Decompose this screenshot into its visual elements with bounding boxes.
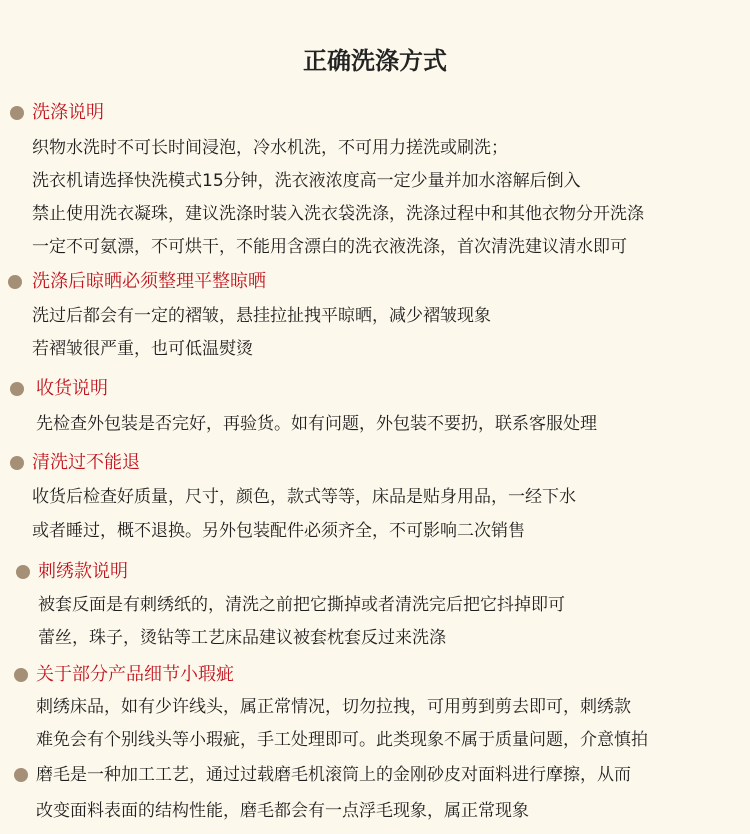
bullet-dot-icon <box>14 668 28 682</box>
section-heading-row <box>0 98 750 128</box>
section-heading-row <box>0 660 750 690</box>
section-line: 被套反面是有刺绣纸的，清洗之前把它撕掉或者清洗完后把它抖掉即可 <box>38 595 565 615</box>
section-line: 一定不可氨漂，不可烘干，不能用含漂白的洗衣液洗涤，首次清洗建议清水即可 <box>32 237 627 257</box>
section-line: 收货后检查好质量，尺寸，颜色，款式等等，床品是贴身用品，一经下水 <box>32 487 576 507</box>
section-heading: 磨毛是一种加工工艺，通过过载磨毛机滚筒上的金刚砂皮对面料进行摩擦，从而 <box>36 765 631 785</box>
section-heading: 收货说明 <box>36 378 108 399</box>
section-heading: 洗涤后晾晒必须整理平整晾晒 <box>32 271 266 292</box>
section-line: 刺绣床品，如有少许线头，属正常情况，切勿拉拽，可用剪到剪去即可，刺绣款 <box>36 697 631 717</box>
section-drying <box>0 267 750 359</box>
section-heading: 关于部分产品细节小瑕疵 <box>36 664 234 685</box>
section-embroidery <box>0 557 750 648</box>
section-receiving <box>0 374 750 434</box>
section-heading-row <box>0 267 750 297</box>
section-no-return <box>0 448 750 541</box>
section-line: 洗衣机请选择快洗模式15分钟，洗衣液浓度高一定少量并加水溶解后倒入 <box>32 171 581 191</box>
section-heading-row <box>0 374 750 404</box>
section-heading-row <box>0 557 750 587</box>
section-line: 先检查外包装是否完好，再验货。如有问题，外包装不要扔，联系客服处理 <box>36 414 597 434</box>
bullet-dot-icon <box>16 565 30 579</box>
section-heading: 清洗过不能退 <box>32 452 140 473</box>
section-line: 蕾丝，珠子，烫钻等工艺床品建议被套枕套反过来洗涤 <box>38 628 446 648</box>
bullet-dot-icon <box>10 456 24 470</box>
bullet-dot-icon <box>8 275 22 289</box>
section-heading: 洗涤说明 <box>32 102 104 123</box>
section-heading: 刺绣款说明 <box>38 561 128 582</box>
bullet-dot-icon <box>14 768 28 782</box>
section-line: 织物水洗时不可长时间浸泡，冷水机洗，不可用力搓洗或刷洗； <box>32 138 508 158</box>
section-line: 禁止使用洗衣凝珠，建议洗涤时装入洗衣袋洗涤，洗涤过程中和其他衣物分开洗涤 <box>32 204 644 224</box>
bullet-dot-icon <box>10 382 24 396</box>
section-minor-flaws <box>0 660 750 750</box>
section-line: 改变面料表面的结构性能，磨毛都会有一点浮毛现象，属正常现象 <box>36 801 529 821</box>
section-washing-instructions <box>0 98 750 257</box>
section-line: 难免会有个别线头等小瑕疵，手工处理即可。此类现象不属于质量问题，介意慎拍 <box>36 730 648 750</box>
page-title: 正确洗涤方式 <box>303 47 447 75</box>
section-line: 若褶皱很严重，也可低温熨烫 <box>32 339 253 359</box>
section-line: 洗过后都会有一定的褶皱，悬挂拉扯拽平晾晒，减少褶皱现象 <box>32 306 491 326</box>
section-line: 或者睡过，概不退换。另外包装配件必须齐全，不可影响二次销售 <box>32 521 525 541</box>
bullet-dot-icon <box>10 106 24 120</box>
section-heading-row <box>0 760 750 790</box>
section-heading-row <box>0 448 750 478</box>
section-brushed-fabric <box>0 760 750 821</box>
